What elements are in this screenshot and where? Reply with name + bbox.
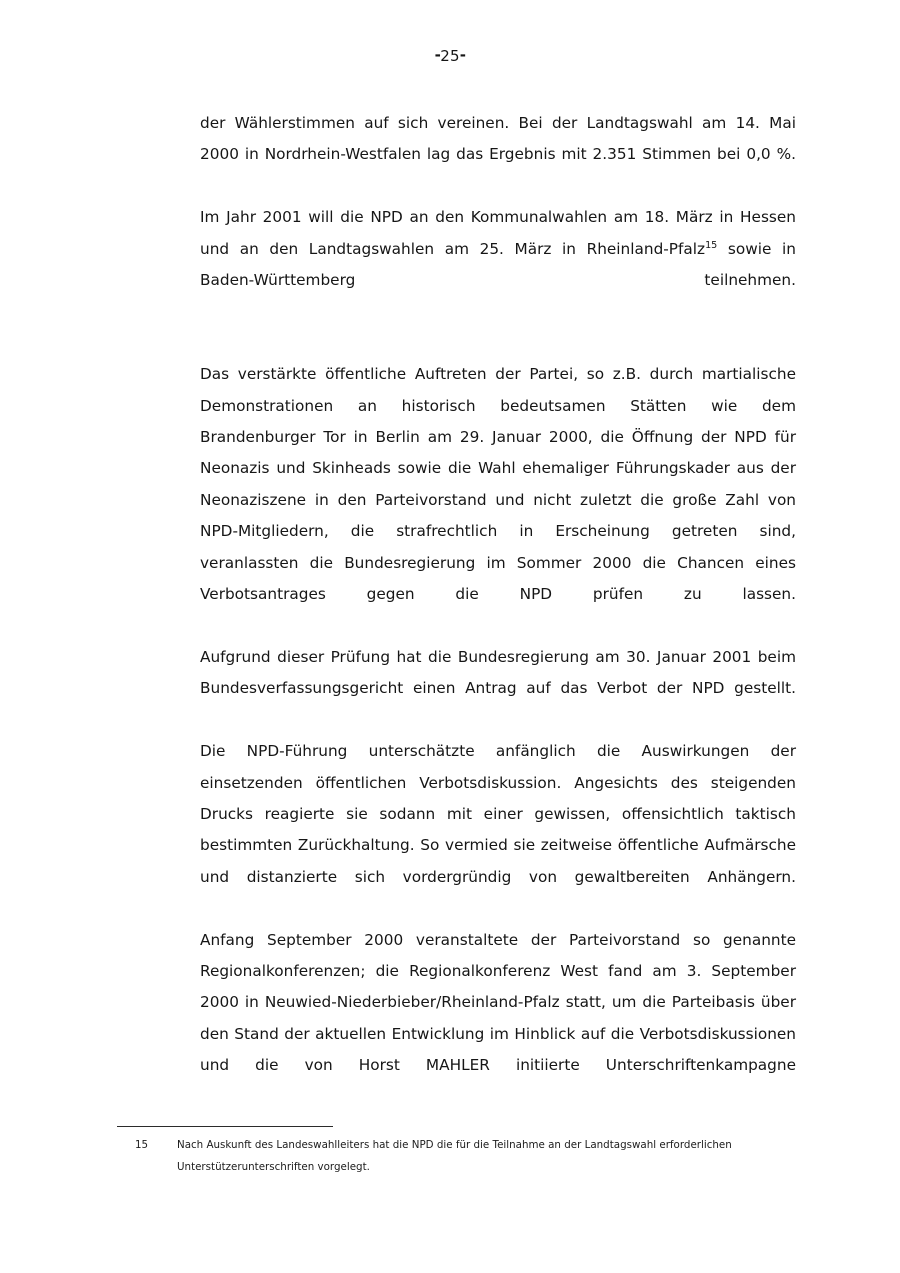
paragraph-2-text-part-b: sowie in Baden-Württemberg teilnehmen. <box>200 239 796 290</box>
body-text-block <box>200 108 796 1113</box>
footnote-separator-rule <box>117 1126 333 1127</box>
paragraph-4-text: Aufgrund dieser Prüfung hat die Bundesregierung am 30. Januar 2001 beim Bundesverfassungsgericht einen Antrag auf das Verbot der NPD gestellt. <box>200 647 796 698</box>
footnote-reference-15[interactable]: 15 <box>705 239 718 251</box>
paragraph-5-text: Die NPD-Führung unterschätzte anfänglich die Auswirkungen der einsetzenden öffentlichen Verbotsdiskussion. Angesichts des steigenden Drucks reagierte sie sodann mit einer gewissen, offensichtlich taktisch bestimmten Zurückhaltung. So vermied sie zeitweise öffentliche Aufmärsche und distanzierte sich vordergründig von gewaltbereiten Anhängern. <box>200 742 796 886</box>
paragraph-2 <box>200 202 796 328</box>
paragraph-6-text: Anfang September 2000 veranstaltete der Parteivorstand so genannte Regionalkonferenzen; die Regionalkonferenz West fand am 3. September 2000 in Neuwied-Niederbieber/Rheinland-Pfalz statt, um die Parteibasis über den Stand der aktuellen Entwicklung im Hinblick auf die Verbotsdiskussionen und die von Horst MAHLER initiierte Unterschriftenkampagne <box>200 930 796 1075</box>
paragraph-1 <box>200 108 796 202</box>
page-number <box>0 46 900 65</box>
footnote-number: 15 <box>135 1139 149 1151</box>
paragraph-2-text-part-a: Im Jahr 2001 will die NPD an den Kommunalwahlen am 18. März in Hessen und an den Landtagswahlen am 25. März in Rheinland-Pfalz <box>200 208 796 258</box>
footnote-area <box>117 1126 797 1178</box>
paragraph-3-text: Das verstärkte öffentliche Auftreten der Partei, so z.B. durch martialische Demonstrationen an historisch bedeutsamen Stätten wie dem Brandenburger Tor in Berlin am 29. Januar 2000, die Öffnung der NPD für Neonazis und Skinheads sowie die Wahl ehemaliger Führungskader aus der Neonaziszene in den Parteivorstand und nicht zuletzt die große Zahl von NPD-Mitgliedern, die strafrechtlich in Erscheinung getreten sind, veranlassten die Bundesregierung im Sommer 2000 die Chancen eines Verbotsantrages gegen die NPD prüfen zu lassen. <box>200 365 796 604</box>
paragraph-3 <box>200 359 796 642</box>
page-number-dash-right: - <box>459 46 466 64</box>
footnote-text: Nach Auskunft des Landeswahlleiters hat die NPD die für die Teilnahme an der Landtagswahl erforderlichen Unterstützerunterschriften vorgelegt. <box>177 1139 732 1173</box>
paragraph-6 <box>200 925 796 1113</box>
paragraph-4 <box>200 642 796 736</box>
paragraph-5 <box>200 736 796 924</box>
paragraph-spacer <box>200 328 796 359</box>
paragraph-1-text: der Wählerstimmen auf sich vereinen. Bei der Landtagswahl am 14. Mai 2000 in Nordrhein-Westfalen lag das Ergebnis mit 2.351 Stimmen bei 0,0 %. <box>200 114 796 164</box>
page-number-dash-left: - <box>434 46 441 64</box>
page-number-value: 25 <box>440 47 460 66</box>
footnote-entry <box>117 1134 797 1178</box>
